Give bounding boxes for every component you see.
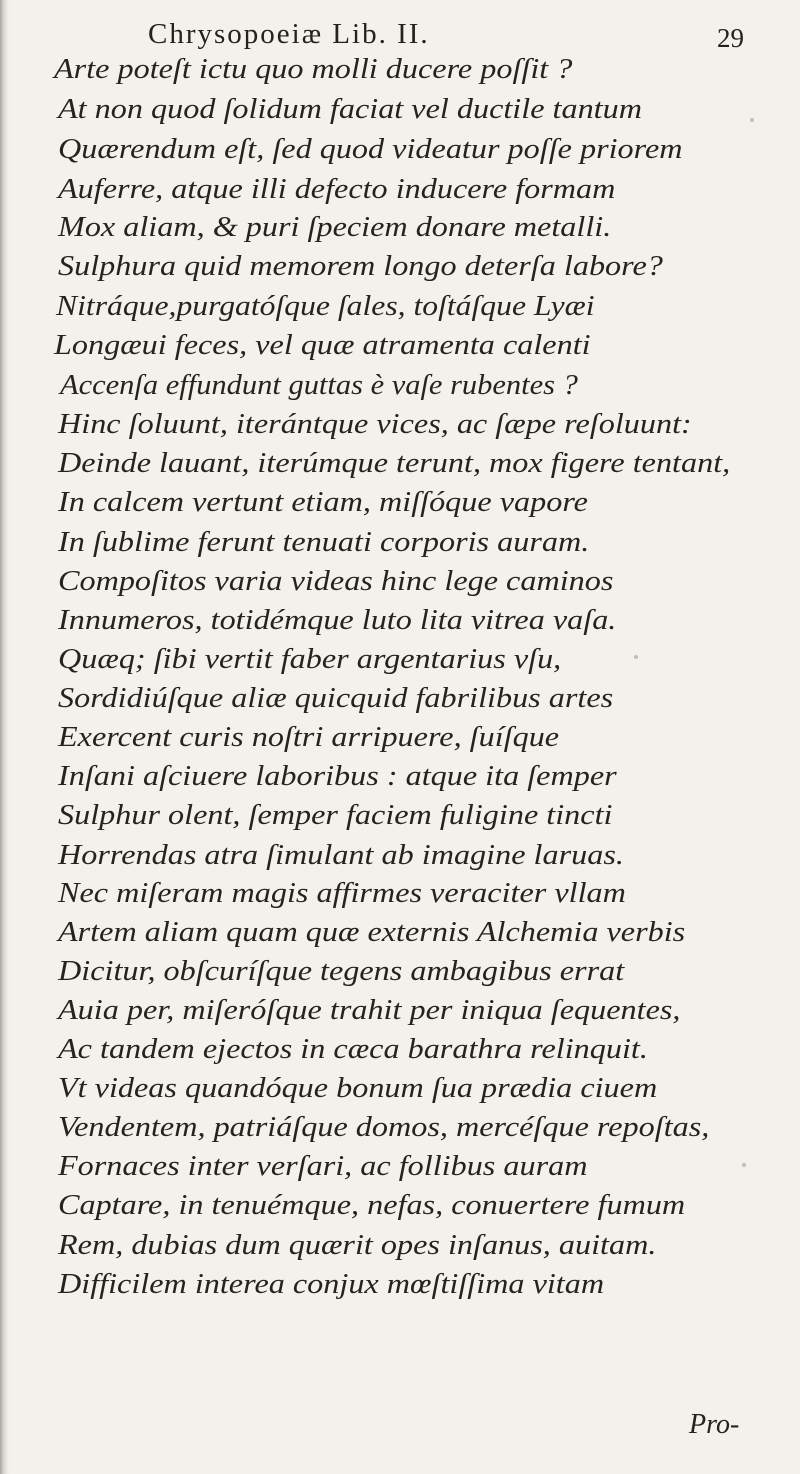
catchword: Pro- xyxy=(689,1409,740,1440)
verse-line: Sulphur olent, ſemper faciem fuligine tincti xyxy=(58,800,613,831)
verse-line: At non quod ſolidum faciat vel ductile tantum xyxy=(58,94,643,125)
running-head: Chrysopoeiæ Lib. II. xyxy=(148,18,430,50)
verse-line: Deinde lauant, iterúmque terunt, mox figere tentant, xyxy=(58,448,731,479)
paper-speck xyxy=(742,1163,746,1167)
verse-line: Ac tandem ejectos in cæca barathra relinquit. xyxy=(58,1034,648,1065)
verse-line: Dicitur, obſcuríſque tegens ambagibus errat xyxy=(58,956,625,987)
verse-line: Vt videas quandóque bonum ſua prædia ciuem xyxy=(58,1073,658,1104)
verse-line: Quæq; ſibi vertit faber argentarius vſu, xyxy=(58,644,562,675)
verse-line: Innumeros, totidémque luto lita vitrea vaſa. xyxy=(58,605,617,636)
verse-line: Rem, dubias dum quærit opes inſanus, auitam. xyxy=(58,1230,657,1261)
verse-line: Artem aliam quam quæ externis Alchemia verbis xyxy=(58,917,686,948)
verse-line: Difficilem interea conjux mœſtiſſima vitam xyxy=(58,1269,605,1300)
verse-line: Arte poteſt ictu quo molli ducere poſſit ? xyxy=(54,54,573,85)
paper-speck xyxy=(634,655,638,659)
verse-line: In calcem vertunt etiam, miſſóque vapore xyxy=(58,487,588,518)
verse-line: Auferre, atque illi defecto inducere formam xyxy=(58,174,616,205)
verse-line: Exercent curis noſtri arripuere, ſuíſque xyxy=(58,722,560,753)
paper-speck xyxy=(750,118,754,122)
verse-line: Nec miſeram magis affirmes veraciter vllam xyxy=(58,878,626,909)
verse-line: Fornaces inter verſari, ac follibus auram xyxy=(58,1151,588,1182)
verse-line: Horrendas atra ſimulant ab imagine laruas. xyxy=(58,840,624,871)
verse-line: Nitráque,purgatóſque ſales, toſtáſque Lyæi xyxy=(56,291,595,322)
verse-line: Compoſitos varia videas hinc lege caminos xyxy=(58,566,614,597)
verse-line: Hinc ſoluunt, iterántque vices, ac ſæpe reſoluunt: xyxy=(58,409,692,440)
page-number: 29 xyxy=(717,23,744,53)
verse-line: Vendentem, patriáſque domos, mercéſque repoſtas, xyxy=(58,1112,710,1143)
verse-line: Mox aliam, & puri ſpeciem donare metalli. xyxy=(58,212,612,243)
verse-line: Sulphura quid memorem longo deterſa labore? xyxy=(58,251,663,282)
verse-line: Captare, in tenuémque, nefas, conuertere fumum xyxy=(58,1190,686,1221)
verse-line: Quærendum eſt, ſed quod videatur poſſe priorem xyxy=(58,134,683,165)
verse-line: Sordidiúſque aliæ quicquid fabrilibus artes xyxy=(58,683,614,714)
verse-line: Inſani aſciuere laboribus : atque ita ſemper xyxy=(58,761,617,792)
verse-line: Accenſa effundunt guttas è vaſe rubentes ? xyxy=(60,370,578,401)
verse-line: In ſublime ferunt tenuati corporis auram. xyxy=(58,527,590,558)
verse-line: Longæui feces, vel quæ atramenta calenti xyxy=(54,330,591,361)
verse-line: Auia per, miſeróſque trahit per iniqua ſequentes, xyxy=(58,995,681,1026)
